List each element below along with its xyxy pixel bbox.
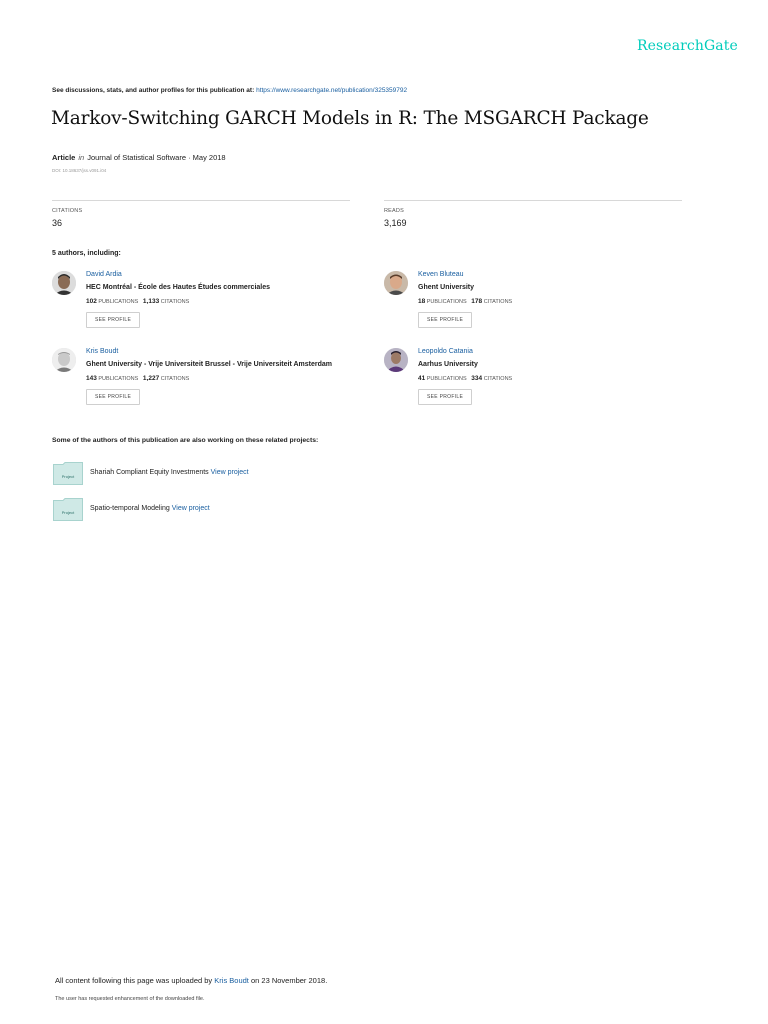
upload-date: on 23 November 2018. xyxy=(250,976,328,985)
reads-label: READS xyxy=(384,208,404,214)
citations-count: 178 xyxy=(471,298,483,305)
see-profile-button[interactable]: SEE PROFILE xyxy=(86,312,140,328)
publications-label: PUBLICATIONS xyxy=(98,299,139,305)
article-meta xyxy=(52,153,226,162)
folder-label: Project xyxy=(61,510,75,515)
see-profile-button[interactable]: SEE PROFILE xyxy=(418,389,472,405)
citations-label: CITATIONS xyxy=(52,208,83,214)
uploader-link[interactable]: Kris Boudt xyxy=(214,976,249,985)
author-institution: Aarhus University xyxy=(418,361,478,368)
journal-name: Journal of Statistical Software · May 2018 xyxy=(87,153,226,162)
publications-count: 143 xyxy=(86,375,97,382)
author-institution: HEC Montréal - École des Hautes Études commerciales xyxy=(86,284,271,291)
discussions-line xyxy=(52,87,407,94)
author-name-link[interactable]: Keven Bluteau xyxy=(418,271,464,278)
related-projects-heading: Some of the authors of this publication are also working on these related projects: xyxy=(52,437,319,444)
author-name-link[interactable]: Kris Boudt xyxy=(86,348,119,355)
view-project-link[interactable]: View project xyxy=(171,505,210,512)
publications-count: 18 xyxy=(418,298,426,305)
upload-note xyxy=(55,976,327,985)
publication-url-link[interactable]: https://www.researchgate.net/publication/325359792 xyxy=(256,87,408,94)
citations-label: CITATIONS xyxy=(483,299,513,305)
citations-count: 1,133 xyxy=(142,298,160,305)
author-name-link[interactable]: Leopoldo Catania xyxy=(418,348,473,355)
citations-count: 1,227 xyxy=(142,375,160,382)
project-folder-icon xyxy=(53,462,83,485)
publications-count: 102 xyxy=(86,298,97,305)
author-avatar[interactable] xyxy=(384,348,408,372)
author-counts xyxy=(86,298,270,305)
researchgate-logo[interactable]: ResearchGate xyxy=(637,38,738,54)
upload-prefix: All content following this page was uploaded by xyxy=(55,976,213,985)
citations-count: 334 xyxy=(471,375,483,382)
author-name-link[interactable]: David Ardia xyxy=(86,271,122,278)
project-name: Shariah Compliant Equity Investments xyxy=(90,469,209,476)
author-counts xyxy=(86,375,332,382)
folder-label: Project xyxy=(61,474,75,479)
author-institution: Ghent University - Vrije Universiteit Brussel - Vrije Universiteit Amsterdam xyxy=(86,361,332,368)
doi-text: DOI: 10.18637/jss.v091.i04 xyxy=(52,168,107,173)
project-name: Spatio-temporal Modeling xyxy=(90,505,170,512)
project-folder-icon xyxy=(53,498,83,521)
reads-value: 3,169 xyxy=(384,218,407,228)
enhancement-note: The user has requested enhancement of the downloaded file. xyxy=(55,996,205,1002)
author-avatar[interactable] xyxy=(52,271,76,295)
see-profile-button[interactable]: SEE PROFILE xyxy=(86,389,140,405)
discussions-text: See discussions, stats, and author profiles for this publication at: xyxy=(52,87,255,94)
publications-count: 41 xyxy=(418,375,426,382)
article-type: Article xyxy=(52,153,76,162)
citations-label: CITATIONS xyxy=(160,299,190,305)
article-in: in xyxy=(78,153,85,162)
publication-title: Markov-Switching GARCH Models in R: The MSGARCH Package xyxy=(51,108,649,129)
author-avatar[interactable] xyxy=(384,271,408,295)
author-avatar[interactable] xyxy=(52,348,76,372)
view-project-link[interactable]: View project xyxy=(210,469,249,476)
citations-value: 36 xyxy=(52,218,63,228)
authors-heading: 5 authors, including: xyxy=(52,250,121,257)
reads-stat xyxy=(384,200,682,228)
author-institution: Ghent University xyxy=(418,284,475,291)
publications-label: PUBLICATIONS xyxy=(426,376,467,382)
publications-label: PUBLICATIONS xyxy=(426,299,467,305)
see-profile-button[interactable]: SEE PROFILE xyxy=(418,312,472,328)
citations-label: CITATIONS xyxy=(483,376,513,382)
author-counts xyxy=(418,375,512,382)
publications-label: PUBLICATIONS xyxy=(98,376,139,382)
citations-stat xyxy=(52,200,350,228)
author-counts xyxy=(418,298,512,305)
citations-label: CITATIONS xyxy=(160,376,190,382)
